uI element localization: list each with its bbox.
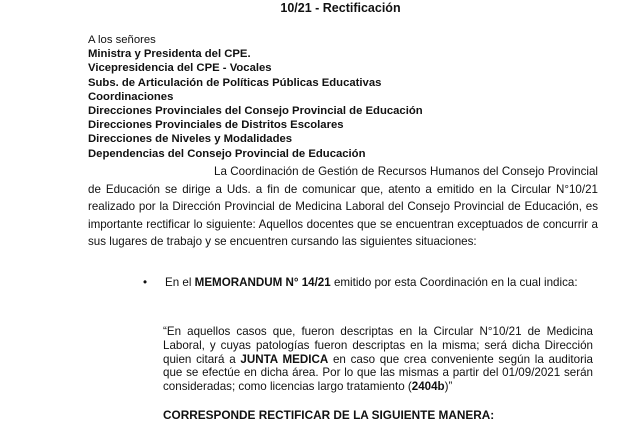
paragraph-text: La Coordinación de Gestión de Recursos Humanos del Consejo Provincial de Educación se dirige a Uds. a fin de comunicar que, atento a emitido en la Circular N°10/21 realizado por la Dirección Provincial de Medicina Laboral del Consejo Provincial de Educación, es importante rectificar lo siguiente: Aquellos docentes que se encuentran exceptuados de concurrir a sus lugares de trabajo y se encuentren cursando las siguientes situaciones: [88,165,598,249]
recipient: Subs. de Articulación de Políticas Públicas Educativas [88,76,382,89]
recipient: Direcciones de Niveles y Modalidades [88,133,293,146]
recipient: Direcciones Provinciales de Distritos Escolares [88,119,344,132]
junta-medica-emphasis: JUNTA MEDICA [240,352,329,366]
bullet-prefix: En el [165,276,195,289]
recipient: Direcciones Provinciales del Consejo Provincial de Educación [88,105,423,118]
memorandum-reference: MEMORANDUM N° 14/21 [194,276,331,289]
license-code: 2404b [411,380,445,394]
quote-part-3: )” [444,380,453,394]
recipient: Coordinaciones [88,90,174,103]
addressee-block [88,33,423,161]
recipient: Dependencias del Consejo Provincial de Educación [88,147,366,160]
body-paragraph [88,163,598,251]
bullet-icon: • [143,276,148,289]
recipient: Ministra y Presidenta del CPE. [88,48,251,61]
quote-part-2: en caso que crea conveniente según la auditoria que se efectúe en dicha área. Por lo que las mismas a partir del 01/09/2021 serán consideradas; como licencias largo tratamiento ( [163,352,593,394]
document-title [0,1,617,15]
bullet-suffix: emitido por esta Coordinación en la cual indica: [330,276,578,289]
title-text: 10/21 - Rectificación [280,1,401,15]
quoted-text [163,325,593,394]
recipient: Vicepresidencia del CPE - Vocales [88,62,272,75]
correction-heading: CORRESPONDE RECTIFICAR DE LA SIGUIENTE MANERA: [163,408,495,422]
bullet-item [143,274,598,292]
bullet-text [165,274,598,292]
quote-part-1: “En aquellos casos que, fueron descriptas en la Circular N°10/21 de Medicina Laboral, y cuyas patologías fueron descriptas en la misma; será dicha Dirección quien citará a [163,325,593,366]
greeting: A los señores [88,34,156,46]
